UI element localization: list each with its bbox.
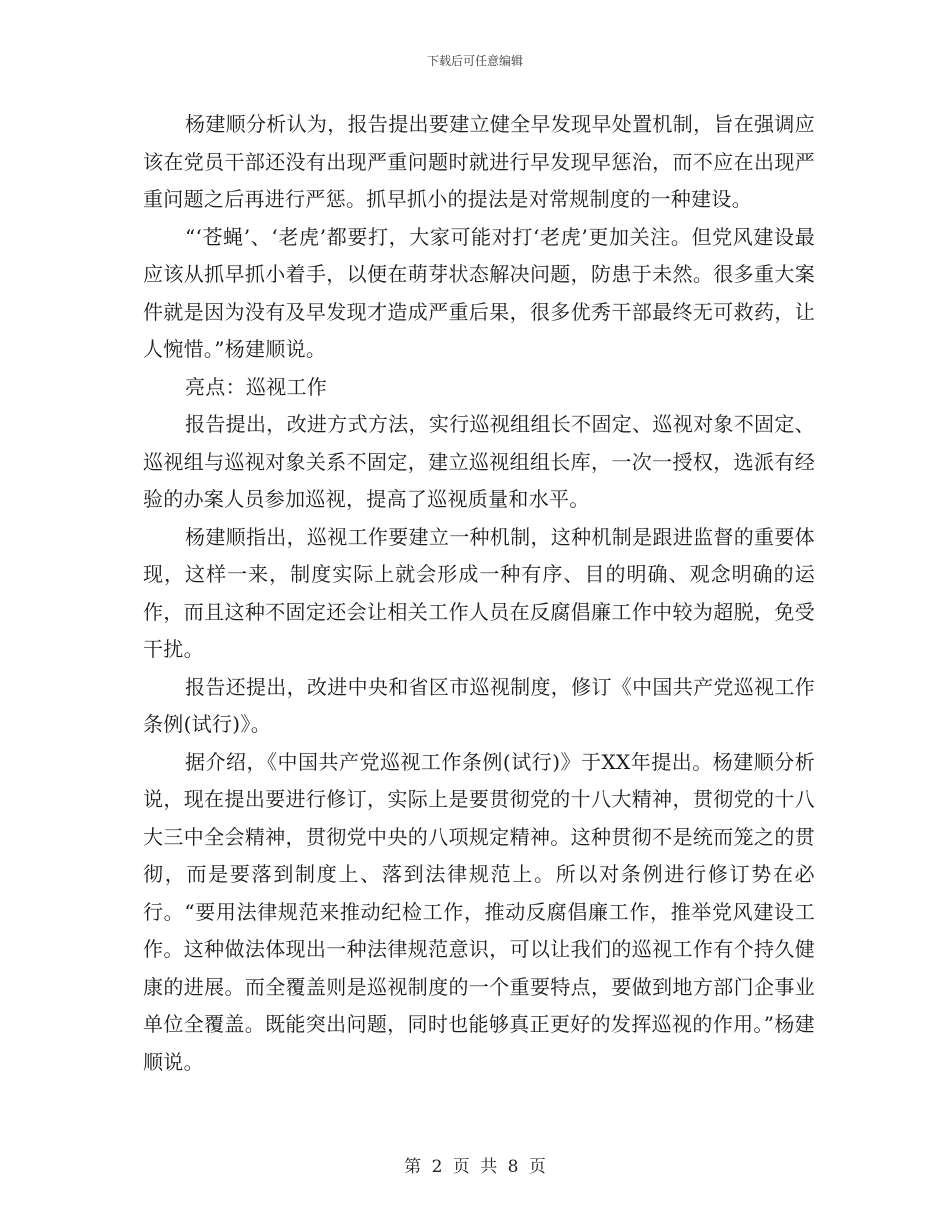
paragraph-report-inspection-methods: 报告提出，改进方式方法，实行巡视组组长不固定、巡视对象不固定、巡视组与巡视对象关系不固定，建立巡视组组长库，一次一授权，选派有经验的办案人员参加巡视，提高了巡视质量和水平。 xyxy=(143,412,815,511)
section-heading-inspection: 亮点：巡视工作 xyxy=(185,374,328,399)
paragraph-inspection-mechanism: 杨建顺指出，巡视工作要建立一种机制，这种机制是跟进监督的重要体现，这样一来，制度实际上就会形成一种有序、目的明确、观念明确的运作，而且这种不固定还会让相关工作人员在反腐倡廉工作中较为超脱，免受干扰。 xyxy=(143,524,815,661)
paragraph-regulation-background: 据介绍，《中国共产党巡视工作条例(试行)》于XX年提出。杨建顺分析说，现在提出要进行修订，实际上是要贯彻党的十八大精神，贯彻党的十八大三中全会精神，贯彻党中央的八项规定精神。这种贯彻不是统而笼之的贯彻，而是要落到制度上、落到法律规范上。所以对条例进行修订势在必行。“要用法律规范来推动纪检工作，推动反腐倡廉工作，推举党风建设工作。这种做法体现出一种法律规范意识，可以让我们的巡视工作有个持久健康的进展。而全覆盖则是巡视制度的一个重要特点，要做到地方部门企事业单位全覆盖。既能突出问题，同时也能够真正更好的发挥巡视的作用。”杨建顺说。 xyxy=(143,749,815,1074)
page-number-footer: 第 2 页 共 8 页 xyxy=(404,1157,546,1177)
page-header: 下载后可任意编辑 xyxy=(426,54,523,68)
document-body xyxy=(143,106,815,1081)
paragraph-analysis-early-detection: 杨建顺分析认为，报告提出要建立健全早发现早处置机制，旨在强调应该在党员干部还没有出现严重问题时就进行早发现早惩治，而不应在出现严重问题之后再进行严惩。抓早抓小的提法是对常规制度的一种建设。 xyxy=(143,112,815,211)
paragraph-quote-flies-tigers: “‘苍蝇’、‘老虎’都要打，大家可能对打‘老虎’更加关注。但党风建设最应该从抓早抓小着手，以便在萌芽状态解决问题，防患于未然。很多重大案件就是因为没有及早发现才造成严重后果，很多优秀干部最终无可救药，让人惋惜。”杨建顺说。 xyxy=(143,224,815,361)
paragraph-revise-regulation: 报告还提出，改进中央和省区市巡视制度，修订《中国共产党巡视工作条例(试行)》。 xyxy=(143,674,815,736)
